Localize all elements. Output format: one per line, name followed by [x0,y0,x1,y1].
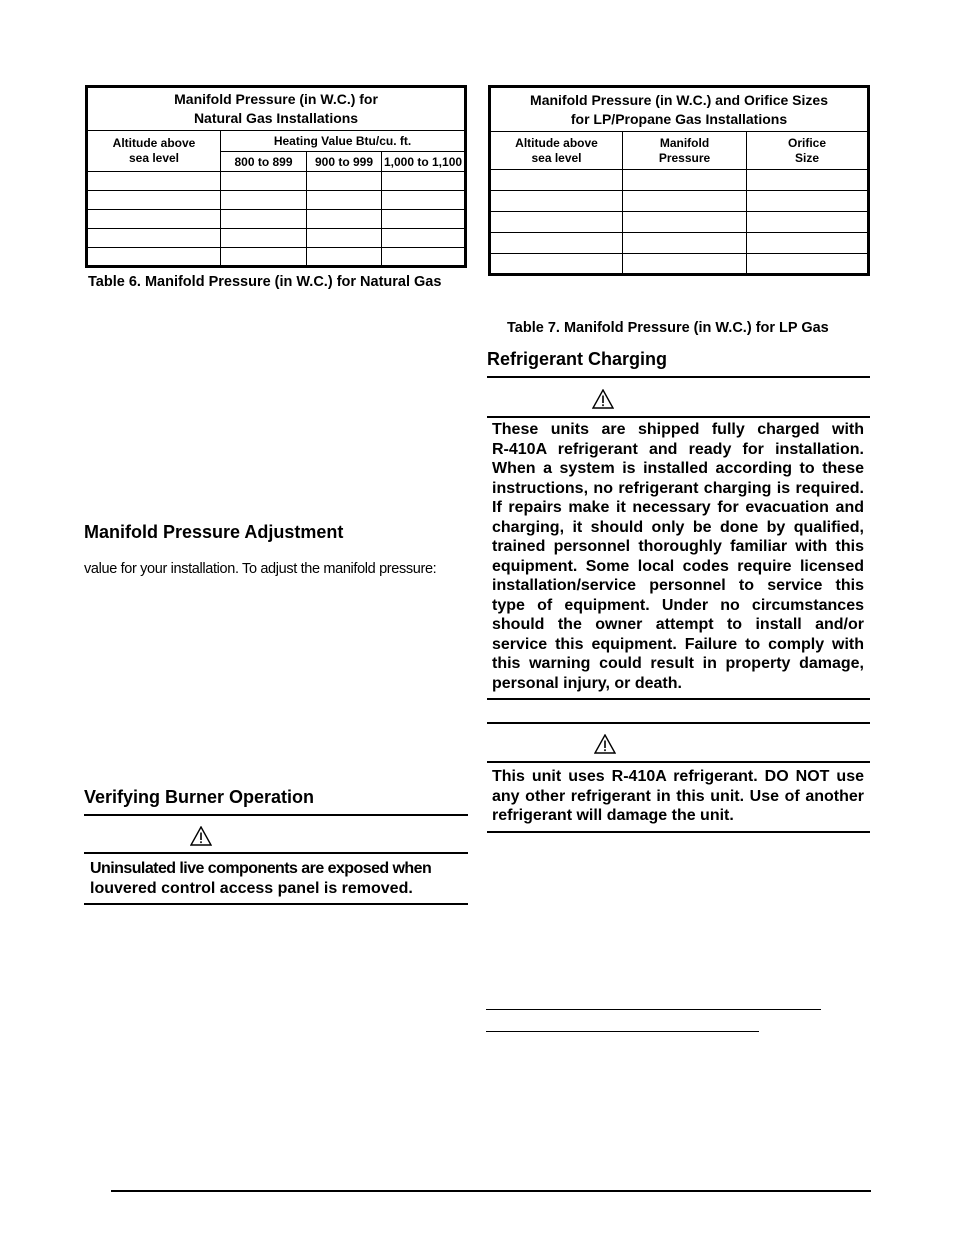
warning-triangle-icon [594,734,616,754]
refrigerant-warning-line: When a system is installed according to these [492,460,864,477]
table-7-header-altitude: Altitude above sea level [490,132,623,170]
r410a-warning-line: This unit uses R-410A refrigerant. DO NOT use [492,768,864,785]
refrigerant-warning-line: These units are shipped fully charged with [492,421,864,438]
right-warning2-top-rule [487,722,870,724]
refrigerant-warning-line: personal injury, or death. [492,674,682,692]
refrigerant-warning-line: installation/service personnel to service this [492,577,864,594]
table-6-natural-gas [85,85,467,268]
refrigerant-warning-line: instructions, no refrigerant charging is required. [492,479,864,497]
table-row [490,170,869,191]
table-row [490,212,869,233]
right-warning2-mid-rule [487,761,870,763]
table-row [87,191,466,210]
table-row [87,172,466,191]
verifying-burner-operation-heading: Verifying Burner Operation [84,787,315,807]
left-warning-bottom-rule [84,903,468,905]
manifold-pressure-text: value for your installation. To adjust the manifold pressure: [84,561,437,577]
footer-rule [111,1190,871,1192]
refrigerant-warning-line: this warning could result in property damage, [492,655,864,672]
table-6-subheader-1000: 1,000 to 1,100 [382,152,466,172]
table-row [87,210,466,229]
refrigerant-warning-line: type of equipment. Under no circumstances [492,596,864,614]
left-warning-mid-rule [84,852,468,854]
left-warning-top-rule [84,814,468,816]
live-components-warning-text: Uninsulated live components are exposed when louvered control access panel is removed. [90,860,432,897]
right-warning1-top-rule [487,376,870,378]
table-7-caption: Table 7. Manifold Pressure (in W.C.) for LP Gas [507,320,829,336]
table-row [490,254,869,275]
r410a-warning-line: any other refrigerant in this unit. Use of another [492,787,864,805]
table-row [490,233,869,254]
refrigerant-warning-line: R-410A refrigerant and ready for installation. [492,440,864,458]
table-row [87,229,466,248]
refrigerant-warning-line: service this equipment. Failure to comply with [492,635,864,653]
right-warning1-bottom-rule [487,698,870,700]
refrigerant-warning-line: charging, it should only be done by qualified, [492,518,864,536]
manifold-pressure-adjustment-heading: Manifold Pressure Adjustment [84,522,344,542]
table-7-header-orifice: Orifice Size [747,132,869,170]
blank-line-1 [486,1009,821,1010]
table-6-subheader-900: 900 to 999 [307,152,382,172]
r410a-warning-line: refrigerant will damage the unit. [492,807,734,824]
refrigerant-warning-line: trained personnel thoroughly familiar with this [492,538,864,555]
refrigerant-charging-heading: Refrigerant Charging [487,349,668,369]
right-warning2-bottom-rule [487,831,870,833]
table-7-lp-gas [488,85,870,276]
refrigerant-charging-warning-text [492,420,864,693]
refrigerant-warning-line: If repairs make it necessary for evacuation and [492,499,864,516]
table-6-subheader-800: 800 to 899 [221,152,307,172]
table-row [490,191,869,212]
table-6-title: Manifold Pressure (in W.C.) for Natural Gas Installations [87,87,466,131]
right-warning1-mid-rule [487,416,870,418]
refrigerant-warning-line: should the owner attempt to install and/or [492,616,864,633]
table-7-title: Manifold Pressure (in W.C.) and Orifice Sizes for LP/Propane Gas Installations [490,87,869,132]
r410a-warning-text [492,767,864,826]
warning-triangle-icon [190,826,212,846]
table-6-header-altitude: Altitude above sea level [87,131,221,172]
table-7-header-pressure: Manifold Pressure [623,132,747,170]
warning-triangle-icon [592,389,614,409]
refrigerant-warning-line: equipment. Some local codes require licensed [492,557,864,575]
table-6-header-heating-value: Heating Value Btu/cu. ft. [221,131,466,152]
table-row [87,248,466,267]
blank-line-2 [486,1031,759,1032]
table-6-caption: Table 6. Manifold Pressure (in W.C.) for Natural Gas [88,274,442,290]
